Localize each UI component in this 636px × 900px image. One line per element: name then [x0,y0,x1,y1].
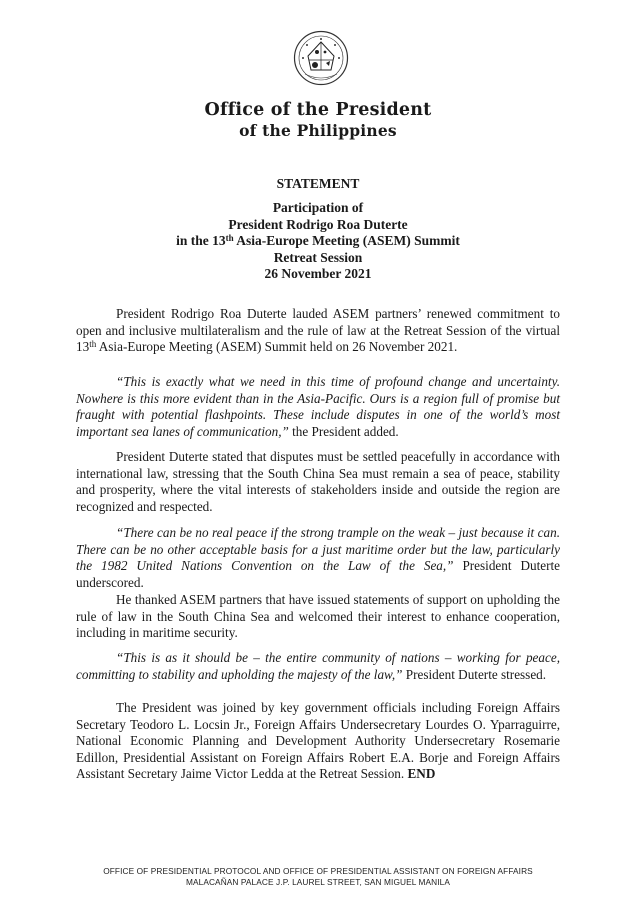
subheading-participation: Participation of [272,200,364,215]
footer-address: MALACAÑAN PALACE J.P. LAUREL STREET, SAN MIGUEL MANILA [185,877,451,887]
paragraph-3: President Duterte stated that disputes must be settled peacefully in accordance with international law, stressing that the South China Sea must remain a sea of peace, stability and prosperity, where the vital interests of stakeholders inside and outside the region are recognized and respected. [76,449,560,514]
paragraph-6-quote: “This is as it should be – the entire community of nations – working for peace, committing to stability and upholding the majesty of the law,” President Duterte stressed. [76,650,560,682]
office-title-line1: Office of the President [204,100,432,120]
office-title-line2: of the Philippines [239,121,397,140]
subheading-session: Retreat Session [273,249,363,265]
paragraph-1: President Rodrigo Roa Duterte lauded ASEM partners’ renewed commitment to open and inclusive multilateralism and the rule of law at the Retreat Session of the virtual 13th Asia-Europe Meeting (ASEM) Summit held on 26 November 2021. [76,306,560,355]
document-type-heading: STATEMENT [276,176,360,191]
subheading-summit: in the 13th Asia-Europe Meeting (ASEM) Summit [176,233,460,248]
paragraph-2-quote: “This is exactly what we need in this time of profound change and uncertainty. Nowhere is this more evident than in the Asia-Pacific. Ours is a region full of promise but fraught with potential flashpoints. These include disputes in one of the world’s most important sea lanes of communication,” the President added. [76,374,560,439]
paragraph-4-quote: “There can be no real peace if the strong trample on the weak – just because it can. There can be no other acceptable basis for a just maritime order but the law, particularly the 1982 United Nations Convention on the Law of the Sea,” President Duterte underscored. [76,525,561,590]
paragraph-7: The President was joined by key government officials including Foreign Affairs Secretary Teodoro L. Locsin Jr., Foreign Affairs Undersecretary Lourdes O. Yparraguirre, National Economic Planning and Development Authority Undersecretary Rosemarie Edillon, Presidential Assistant on Foreign Affairs Robert E.A. Borje and Foreign Affairs Assistant Secretary Jaime Victor Ledda at the Retreat Session. END [76,700,560,782]
paragraph-5: He thanked ASEM partners that have issued statements of support on upholding the rule of law in the South China Sea and welcomed their interest to enhance cooperation, including in maritime security. [76,592,560,641]
subheading-president: President Rodrigo Roa Duterte [228,216,408,232]
presidential-seal-icon [293,30,349,86]
end-marker: END [407,766,436,782]
footer-office: OFFICE OF PRESIDENTIAL PROTOCOL AND OFFICE OF PRESIDENTIAL ASSISTANT ON FOREIGN AFFAIRS [103,866,533,876]
subheading-date: 26 November 2021 [264,266,372,281]
